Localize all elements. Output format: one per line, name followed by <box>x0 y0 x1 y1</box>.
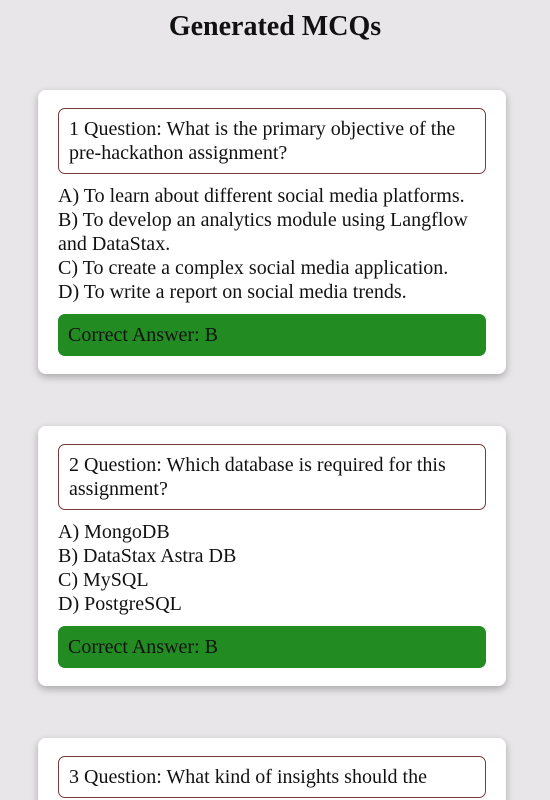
options-list <box>58 520 486 616</box>
page-title: Generated MCQs <box>168 11 382 42</box>
mcq-card <box>38 738 506 800</box>
option-a: A) To learn about different social media platforms. <box>58 185 465 207</box>
option-d: D) To write a report on social media trends. <box>58 281 407 303</box>
correct-answer-bar: Correct Answer: B <box>58 626 486 668</box>
question-text: 2 Question: Which database is required for this assignment? <box>58 444 486 510</box>
mcq-card <box>38 90 506 374</box>
option-c: C) MySQL <box>58 569 149 591</box>
option-a: A) MongoDB <box>58 521 170 543</box>
option-c: C) To create a complex social media application. <box>58 257 449 279</box>
question-text: 3 Question: What kind of insights should the <box>58 756 486 798</box>
options-list <box>58 184 486 304</box>
option-b: B) DataStax Astra DB <box>58 545 237 567</box>
mcq-card <box>38 426 506 686</box>
option-b: B) To develop an analytics module using Langflow and DataStax. <box>58 209 468 255</box>
correct-answer-bar: Correct Answer: B <box>58 314 486 356</box>
question-text: 1 Question: What is the primary objective of the pre-hackathon assignment? <box>58 108 486 174</box>
option-d: D) PostgreSQL <box>58 593 182 615</box>
